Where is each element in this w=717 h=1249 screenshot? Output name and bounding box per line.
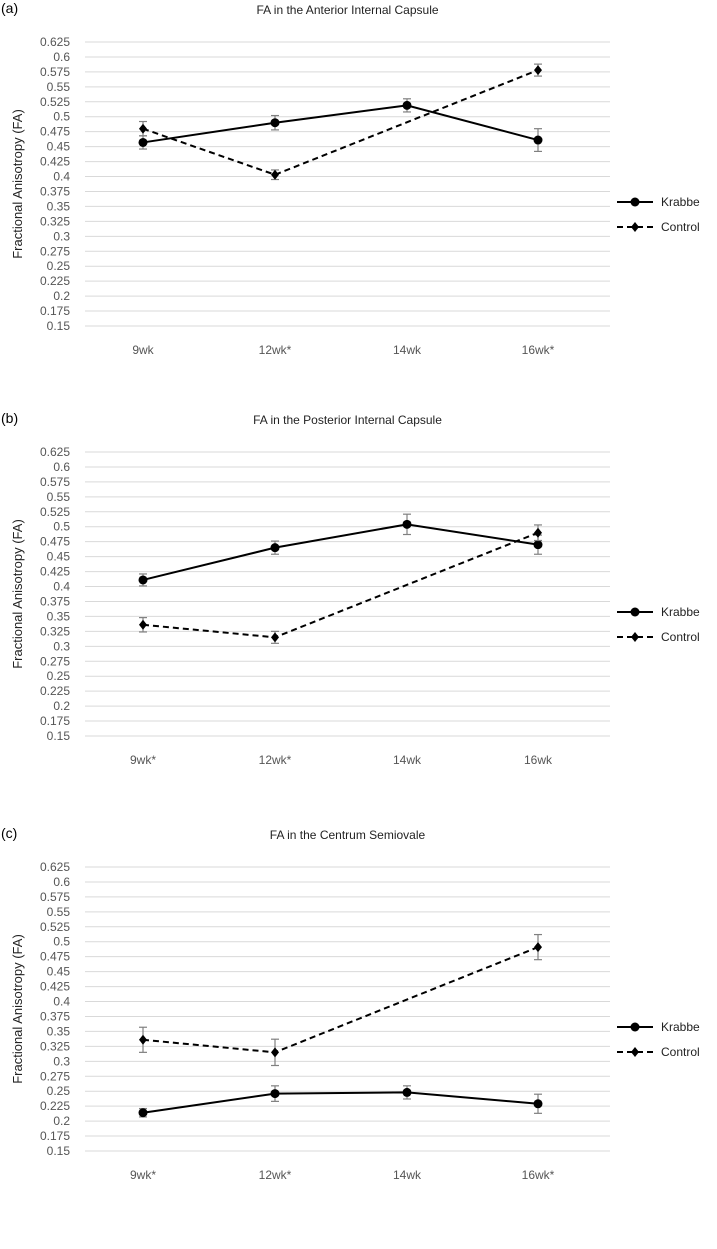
series-line-control xyxy=(143,533,538,638)
y-tick-label: 0.625 xyxy=(39,860,70,874)
series-line-krabbe xyxy=(143,105,538,142)
data-point-krabbe xyxy=(403,1088,412,1097)
x-tick-label: 9wk xyxy=(132,343,154,357)
y-tick-label: 0.5 xyxy=(53,519,70,534)
y-tick-label: 0.6 xyxy=(53,49,70,64)
y-axis-label: Fractional Anisotropy (FA) xyxy=(10,109,25,259)
y-tick-label: 0.3 xyxy=(53,639,70,654)
y-tick-label: 0.5 xyxy=(53,934,70,949)
y-tick-label: 0.425 xyxy=(39,564,70,579)
y-tick-label: 0.55 xyxy=(46,79,70,94)
chart-title: FA in the Centrum Semiovale xyxy=(269,828,426,842)
data-point-krabbe xyxy=(139,575,148,584)
y-tick-label: 0.35 xyxy=(46,199,70,214)
y-tick-label: 0.15 xyxy=(46,1144,70,1158)
legend-label-control: Control xyxy=(661,220,700,234)
chart-panel-1 xyxy=(1,0,700,357)
y-tick-label: 0.5 xyxy=(53,109,70,124)
x-tick-label: 12wk* xyxy=(258,753,292,767)
legend-marker-krabbe xyxy=(631,198,640,207)
y-tick-label: 0.575 xyxy=(39,889,70,904)
y-tick-label: 0.2 xyxy=(53,699,70,714)
legend-label-control: Control xyxy=(661,630,700,644)
data-point-control xyxy=(271,170,279,180)
y-tick-label: 0.25 xyxy=(46,669,70,684)
legend-marker-control xyxy=(631,1047,639,1057)
x-tick-label: 14wk xyxy=(392,343,422,357)
y-tick-label: 0.6 xyxy=(53,459,70,474)
y-tick-label: 0.4 xyxy=(53,994,70,1009)
x-tick-label: 14wk xyxy=(392,753,422,767)
data-point-krabbe xyxy=(534,540,543,549)
data-point-krabbe xyxy=(139,1108,148,1117)
legend-marker-control xyxy=(631,632,639,642)
y-tick-label: 0.325 xyxy=(39,214,70,229)
y-tick-label: 0.15 xyxy=(46,729,70,743)
x-tick-label: 14wk xyxy=(392,1168,422,1182)
chart-title: FA in the Posterior Internal Capsule xyxy=(253,413,442,427)
y-tick-label: 0.45 xyxy=(46,964,70,979)
y-tick-label: 0.575 xyxy=(39,64,70,79)
y-tick-label: 0.625 xyxy=(39,35,70,49)
y-tick-label: 0.55 xyxy=(46,904,70,919)
y-tick-label: 0.425 xyxy=(39,154,70,169)
y-tick-label: 0.225 xyxy=(39,684,70,699)
y-axis-label: Fractional Anisotropy (FA) xyxy=(10,519,25,669)
y-tick-label: 0.275 xyxy=(39,244,70,259)
data-point-krabbe xyxy=(271,1089,280,1098)
y-tick-label: 0.275 xyxy=(39,654,70,669)
y-tick-label: 0.475 xyxy=(39,534,70,549)
y-tick-label: 0.2 xyxy=(53,1114,70,1129)
chart-panel-3 xyxy=(1,825,700,1182)
data-point-control xyxy=(139,124,147,134)
y-tick-label: 0.2 xyxy=(53,289,70,304)
x-tick-label: 9wk* xyxy=(129,753,157,767)
y-tick-label: 0.15 xyxy=(46,319,70,333)
data-point-control xyxy=(271,632,279,642)
y-tick-label: 0.325 xyxy=(39,1039,70,1054)
y-tick-label: 0.3 xyxy=(53,1054,70,1069)
y-tick-label: 0.375 xyxy=(39,1009,70,1024)
y-tick-label: 0.575 xyxy=(39,474,70,489)
data-point-krabbe xyxy=(403,520,412,529)
data-point-control xyxy=(139,1035,147,1045)
x-tick-label: 16wk* xyxy=(521,343,555,357)
data-point-krabbe xyxy=(271,118,280,127)
y-tick-label: 0.175 xyxy=(39,304,70,319)
y-tick-label: 0.525 xyxy=(39,94,70,109)
data-point-control xyxy=(271,1047,279,1057)
legend-label-krabbe: Krabbe xyxy=(661,1020,700,1034)
y-tick-label: 0.35 xyxy=(46,609,70,624)
series-line-control xyxy=(143,947,538,1052)
x-tick-label: 12wk* xyxy=(258,1168,292,1182)
x-tick-label: 9wk* xyxy=(129,1168,157,1182)
legend-marker-krabbe xyxy=(631,1023,640,1032)
x-tick-label: 16wk xyxy=(523,753,553,767)
panel-label: (b) xyxy=(1,410,19,426)
y-tick-label: 0.475 xyxy=(39,124,70,139)
data-point-krabbe xyxy=(534,136,543,145)
y-tick-label: 0.525 xyxy=(39,504,70,519)
data-point-krabbe xyxy=(139,138,148,147)
y-tick-label: 0.375 xyxy=(39,594,70,609)
y-axis-label: Fractional Anisotropy (FA) xyxy=(10,934,25,1084)
x-tick-label: 16wk* xyxy=(521,1168,555,1182)
data-point-control xyxy=(534,942,542,952)
y-tick-label: 0.175 xyxy=(39,1129,70,1144)
legend-label-krabbe: Krabbe xyxy=(661,605,700,619)
y-tick-label: 0.525 xyxy=(39,919,70,934)
y-tick-label: 0.175 xyxy=(39,714,70,729)
legend-marker-krabbe xyxy=(631,608,640,617)
y-tick-label: 0.4 xyxy=(53,169,70,184)
chart-title: FA in the Anterior Internal Capsule xyxy=(256,3,439,17)
y-tick-label: 0.225 xyxy=(39,1099,70,1114)
y-tick-label: 0.25 xyxy=(46,1084,70,1099)
data-point-control xyxy=(139,620,147,630)
data-point-control xyxy=(534,528,542,538)
chart-panel-2 xyxy=(1,410,700,767)
y-tick-label: 0.45 xyxy=(46,549,70,564)
series-line-control xyxy=(143,70,538,175)
y-tick-label: 0.475 xyxy=(39,949,70,964)
y-tick-label: 0.225 xyxy=(39,274,70,289)
panel-label: (c) xyxy=(1,825,18,841)
y-tick-label: 0.55 xyxy=(46,489,70,504)
y-tick-label: 0.6 xyxy=(53,874,70,889)
series-line-krabbe xyxy=(143,1092,538,1112)
data-point-krabbe xyxy=(271,543,280,552)
y-tick-label: 0.25 xyxy=(46,259,70,274)
y-tick-label: 0.375 xyxy=(39,184,70,199)
data-point-krabbe xyxy=(534,1099,543,1108)
y-tick-label: 0.275 xyxy=(39,1069,70,1084)
y-tick-label: 0.625 xyxy=(39,445,70,459)
data-point-control xyxy=(534,65,542,75)
y-tick-label: 0.45 xyxy=(46,139,70,154)
y-tick-label: 0.325 xyxy=(39,624,70,639)
y-tick-label: 0.3 xyxy=(53,229,70,244)
y-tick-label: 0.4 xyxy=(53,579,70,594)
y-tick-label: 0.35 xyxy=(46,1024,70,1039)
legend-label-control: Control xyxy=(661,1045,700,1059)
data-point-krabbe xyxy=(403,101,412,110)
legend-marker-control xyxy=(631,222,639,232)
x-tick-label: 12wk* xyxy=(258,343,292,357)
panel-label: (a) xyxy=(1,0,19,16)
legend-label-krabbe: Krabbe xyxy=(661,195,700,209)
y-tick-label: 0.425 xyxy=(39,979,70,994)
